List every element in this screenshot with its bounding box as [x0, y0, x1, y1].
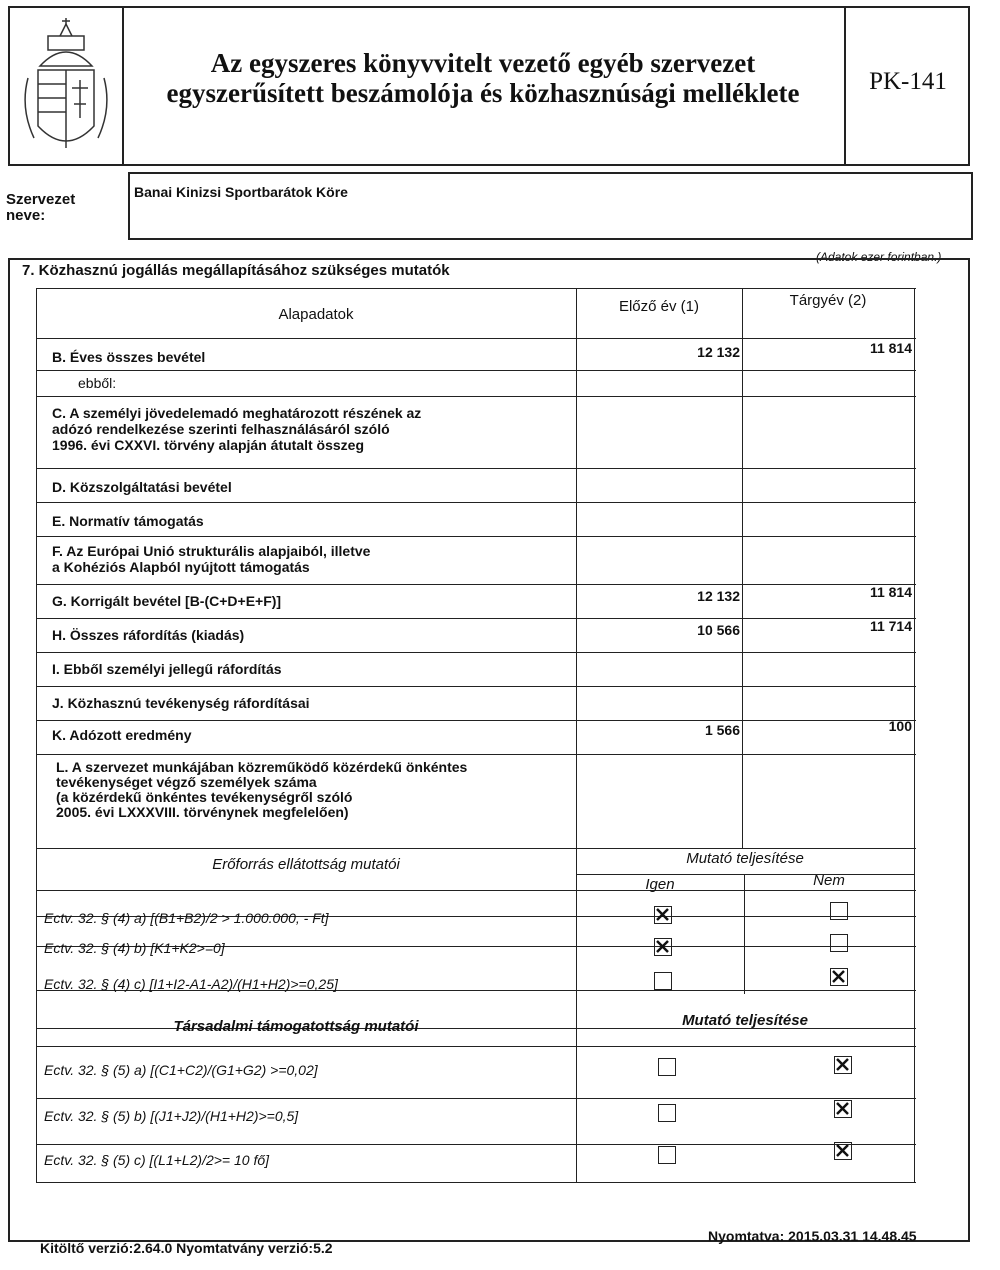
resource-indicator-label-a: Ectv. 32. § (4) a) [(B1+B2)/2 > 1.000.000, - Ft] — [44, 910, 329, 926]
checkbox-x-mark-icon — [835, 1101, 850, 1116]
social-c-yes-checkbox[interactable] — [658, 1146, 676, 1164]
checkbox-x-mark-icon — [831, 969, 846, 984]
row-k-prev: 1 566 — [704, 722, 740, 738]
org-name: Banai Kinizsi Sportbarátok Köre — [134, 184, 348, 200]
col-header-base: Alapadatok — [278, 306, 354, 323]
section-title: 7. Közhasznú jogállás megállapításához szükséges mutatók — [22, 262, 450, 279]
checkbox-x-mark-icon — [835, 1143, 850, 1158]
social-b-no-checkbox[interactable] — [834, 1100, 852, 1118]
row-label-ebbol: ebből: — [78, 375, 117, 391]
unit-note: (Adatok ezer forintban.) — [816, 250, 942, 264]
resource-yes-header: Igen — [645, 876, 675, 893]
version-info: Kitöltő verzió:2.64.0 Nyomtatvány verzió:5.2 — [40, 1240, 333, 1256]
resource-no-header: Nem — [813, 872, 845, 889]
row-label-i: I. Ebből személyi jellegű ráfordítás — [52, 661, 282, 677]
row-label-k: K. Adózott eredmény — [52, 727, 192, 743]
resource-b-yes-checkbox[interactable] — [654, 938, 672, 956]
resource-c-yes-checkbox[interactable] — [654, 972, 672, 990]
coat-of-arms-icon — [10, 8, 122, 164]
social-a-no-checkbox[interactable] — [834, 1056, 852, 1074]
org-name-field — [128, 172, 973, 240]
social-c-no-checkbox[interactable] — [834, 1142, 852, 1160]
social-indicator-label-c: Ectv. 32. § (5) c) [(L1+L2)/2>= 10 fő] — [44, 1152, 270, 1168]
base-data-table — [36, 288, 916, 848]
row-b-curr: 11 814 — [869, 340, 912, 356]
print-timestamp: Nyomtatva: 2015.03.31 14.48.45 — [708, 1228, 917, 1244]
social-indicator-label-b: Ectv. 32. § (5) b) [(J1+J2)/(H1+H2)>=0,5] — [44, 1108, 299, 1124]
row-label-l3: (a közérdekű önkéntes tevékenységről szóló — [56, 789, 353, 805]
row-label-l2: tevékenységet végző személyek száma — [56, 774, 317, 790]
checkbox-x-mark-icon — [655, 939, 670, 954]
row-g-prev: 12 132 — [697, 588, 740, 604]
social-fulfillment-header: Mutató teljesítése — [682, 1012, 808, 1029]
col-header-curr: Tárgyév (2) — [789, 292, 867, 309]
checkbox-x-mark-icon — [835, 1057, 850, 1072]
row-h-prev: 10 566 — [697, 622, 740, 638]
social-indicators-title: Társadalmi támogatottság mutatói — [173, 1018, 419, 1035]
social-b-yes-checkbox[interactable] — [658, 1104, 676, 1122]
checkbox-x-mark-icon — [655, 907, 670, 922]
row-label-e: E. Normatív támogatás — [52, 513, 204, 529]
resource-b-no-checkbox[interactable] — [830, 934, 848, 952]
resource-indicator-label-b: Ectv. 32. § (4) b) [K1+K2>=0] — [44, 940, 225, 956]
row-label-c3: 1996. évi CXXVI. törvény alapján átutalt összeg — [52, 437, 365, 453]
row-g-curr: 11 814 — [869, 584, 912, 600]
resource-indicators-table — [36, 848, 916, 1028]
crest-box — [10, 8, 124, 164]
row-label-f1: F. Az Európai Unió strukturális alapjaiból, illetve — [52, 543, 371, 559]
row-label-f2: a Kohéziós Alapból nyújtott támogatás — [52, 559, 310, 575]
row-h-curr: 11 714 — [869, 618, 912, 634]
form-code-box — [844, 8, 970, 164]
resource-indicator-label-c: Ectv. 32. § (4) c) [I1+I2-A1-A2)/(H1+H2)>=0,25] — [44, 976, 338, 992]
org-label-line2: neve: — [6, 207, 46, 224]
row-label-b: B. Éves összes bevétel — [52, 349, 206, 365]
row-label-d: D. Közszolgáltatási bevétel — [52, 479, 232, 495]
row-label-c1: C. A személyi jövedelemadó meghatározott részének az — [52, 405, 422, 421]
form-header — [8, 6, 970, 166]
form-code: PK-141 — [869, 68, 947, 95]
resource-fulfillment-header: Mutató teljesítése — [686, 850, 804, 867]
social-indicator-label-a: Ectv. 32. § (5) a) [(C1+C2)/(G1+G2) >=0,02] — [44, 1062, 318, 1078]
resource-c-no-checkbox[interactable] — [830, 968, 848, 986]
resource-indicators-title: Erőforrás ellátottság mutatói — [212, 856, 400, 873]
row-b-prev: 12 132 — [697, 344, 740, 360]
row-label-l1: L. A szervezet munkájában közreműködő közérdekű önkéntes — [56, 759, 468, 775]
org-label-line1: Szervezet — [6, 191, 76, 208]
row-label-g: G. Korrigált bevétel [B-(C+D+E+F)] — [52, 593, 282, 609]
row-k-curr: 100 — [888, 718, 912, 734]
row-label-j: J. Közhasznú tevékenység ráfordításai — [52, 695, 310, 711]
row-label-c2: adózó rendelkezése szerinti felhasználásáról szóló — [52, 421, 390, 437]
resource-a-yes-checkbox[interactable] — [654, 906, 672, 924]
form-title-line2: egyszerűsített beszámolója és közhasznúsági melléklete — [166, 78, 800, 108]
social-a-yes-checkbox[interactable] — [658, 1058, 676, 1076]
col-header-prev: Előző év (1) — [618, 298, 700, 315]
row-label-h: H. Összes ráfordítás (kiadás) — [52, 627, 245, 643]
form-title-line1: Az egyszeres könyvvitelt vezető egyéb szervezet — [210, 48, 756, 78]
row-label-l4: 2005. évi LXXXVIII. törvénynek megfelelően) — [56, 804, 349, 820]
resource-a-no-checkbox[interactable] — [830, 902, 848, 920]
